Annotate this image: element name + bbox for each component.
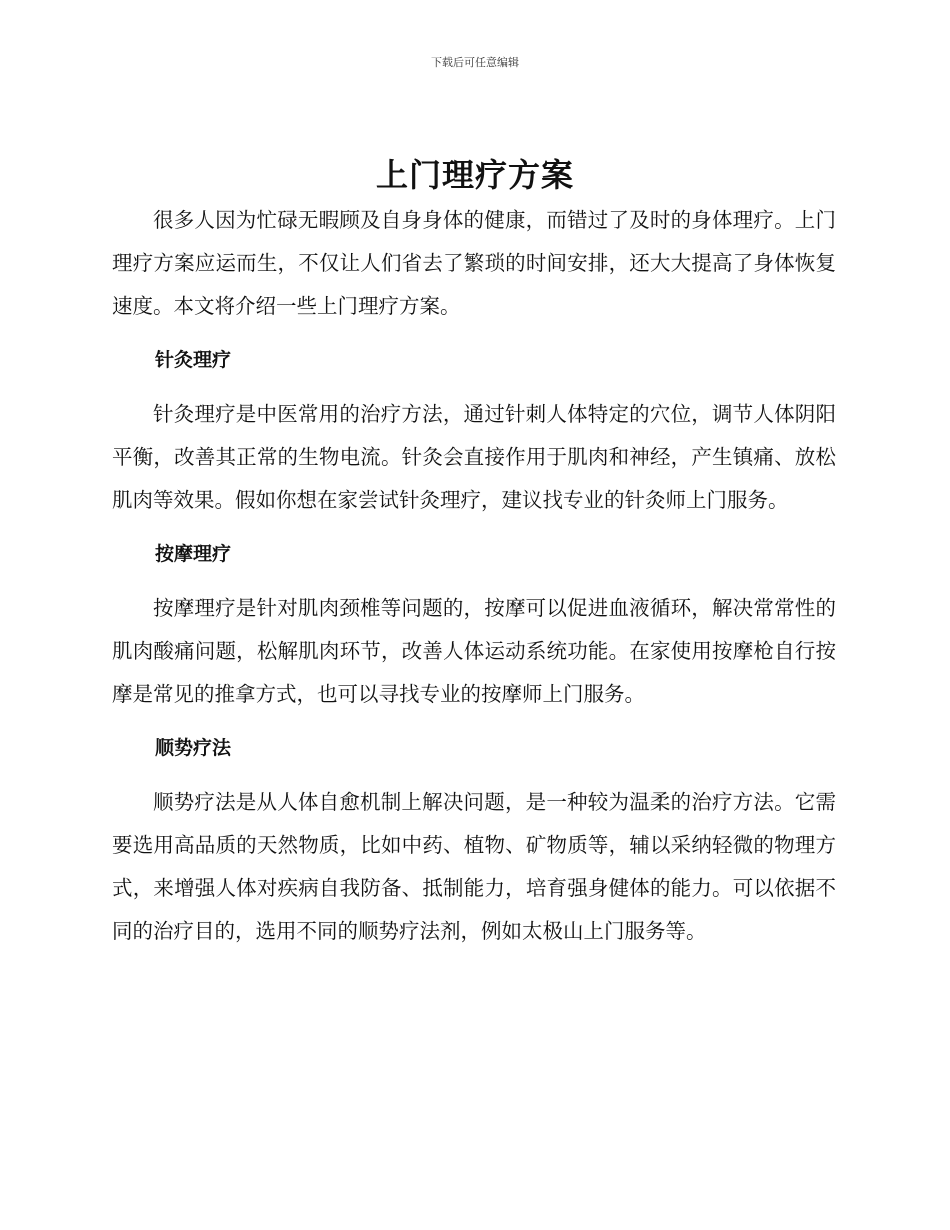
section-heading-homeopathy: 顺势疗法 [155, 737, 232, 759]
spacer [112, 576, 836, 587]
spacer [112, 522, 836, 533]
page-header-note: 下载后可任意编辑 [431, 56, 519, 69]
document-body [112, 199, 836, 953]
document-title: 上门理疗方案 [375, 156, 574, 194]
section-heading-massage: 按摩理疗 [155, 543, 232, 565]
spacer [112, 382, 836, 393]
spacer [112, 770, 836, 781]
section-body-homeopathy: 顺势疗法是从人体自愈机制上解决问题，是一种较为温柔的治疗方法。它需要选用高品质的天然物质，比如中药、植物、矿物质等，辅以采纳轻微的物理方式，来增强人体对疾病自我防备、抵制能力，培育强身健体的能力。可以依据不同的治疗目的，选用不同的顺势疗法剂，例如太极山上门服务等。 [112, 790, 836, 943]
section-heading-acupuncture: 针灸理疗 [155, 349, 232, 371]
intro-paragraph: 很多人因为忙碌无暇顾及自身身体的健康，而错过了及时的身体理疗。上门理疗方案应运而生，不仅让人们省去了繁琐的时间安排，还大大提高了身体恢复速度。本文将介绍一些上门理疗方案。 [112, 208, 836, 318]
spacer [112, 716, 836, 727]
section-body-massage: 按摩理疗是针对肌肉颈椎等问题的，按摩可以促进血液循环，解决常常性的肌肉酸痛问题，松解肌肉环节，改善人体运动系统功能。在家使用按摩枪自行按摩是常见的推拿方式，也可以寻找专业的按摩师上门服务。 [112, 596, 836, 706]
spacer [112, 328, 836, 339]
section-body-acupuncture: 针灸理疗是中医常用的治疗方法，通过针刺人体特定的穴位，调节人体阴阳平衡，改善其正常的生物电流。针灸会直接作用于肌肉和神经，产生镇痛、放松肌肉等效果。假如你想在家尝试针灸理疗，建议找专业的针灸师上门服务。 [112, 402, 836, 512]
